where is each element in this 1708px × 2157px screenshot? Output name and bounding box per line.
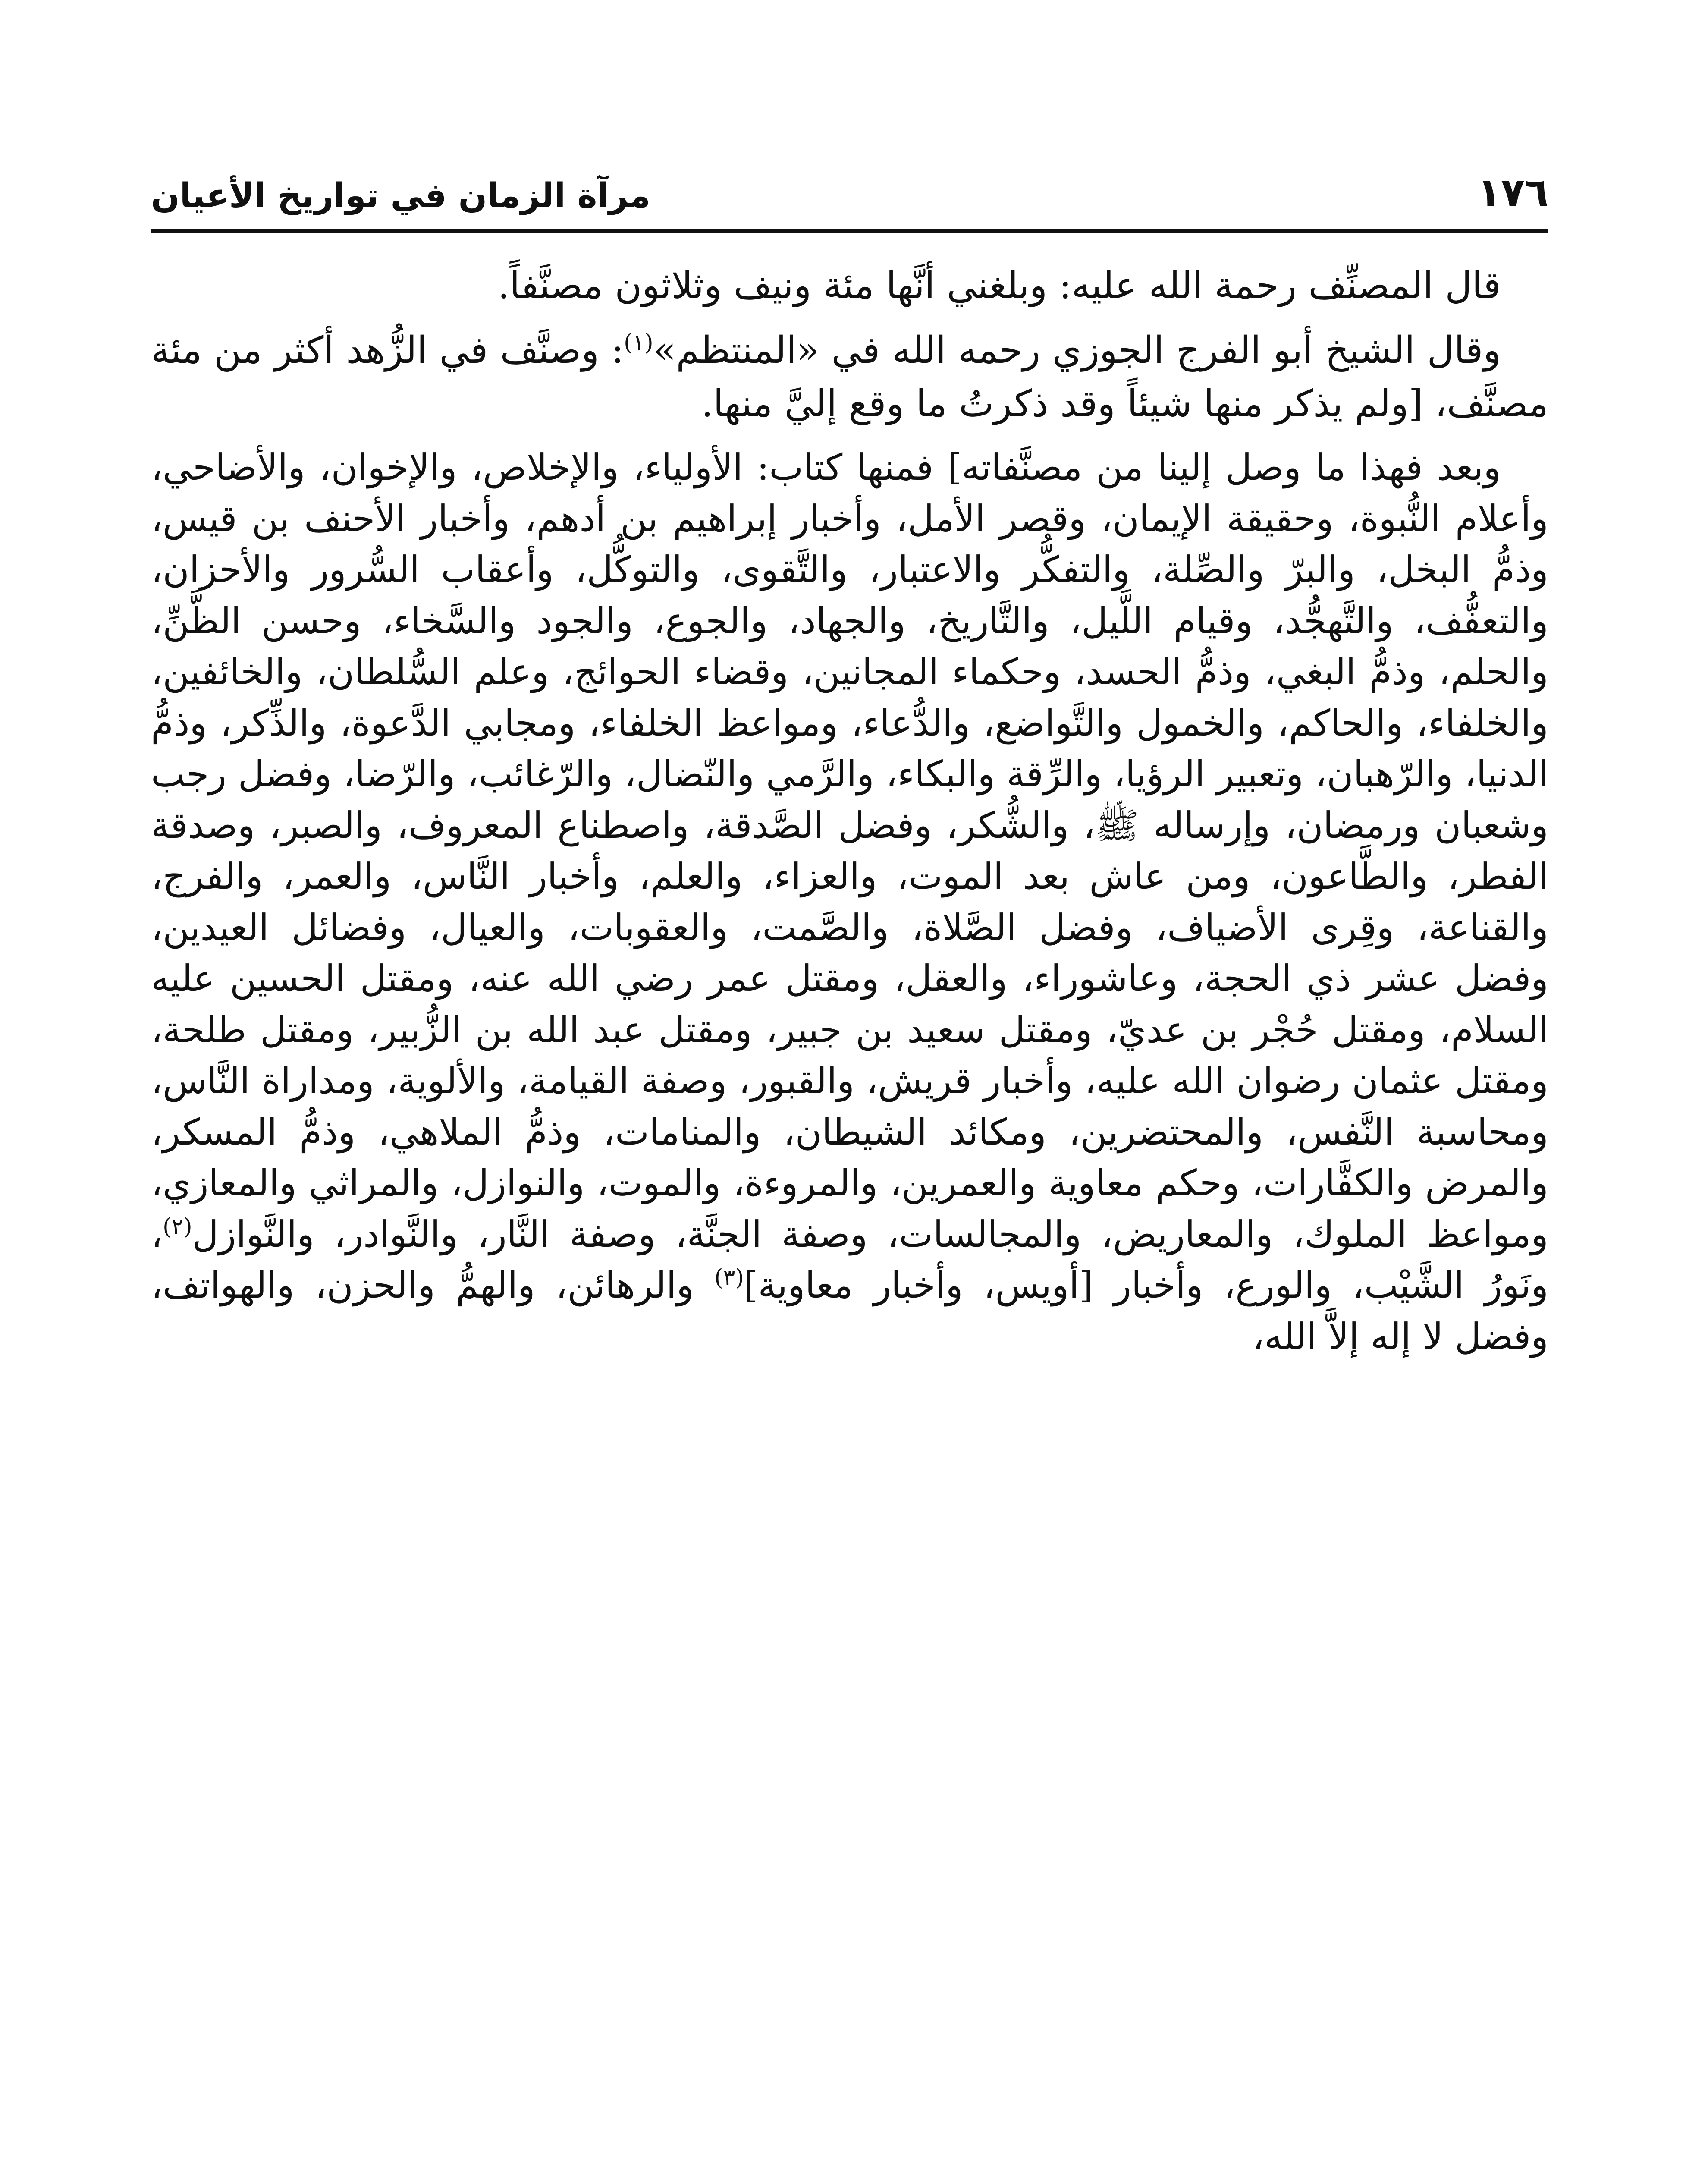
book-page [151, 129, 1548, 2157]
paragraph-2-text-after-note: : وصنَّف في الزُّهد أكثر من مئة مصنَّف، [ولم يذكر منها شيئاً وقد ذكرتُ ما وقع إليَّ منها. [151, 329, 1548, 425]
main-text [151, 259, 1548, 1373]
running-head-title: مرآة الزمان في تواريخ الأعيان [151, 176, 651, 215]
footnote-ref-3[interactable]: (٣) [714, 1265, 744, 1291]
paragraph-3 [151, 442, 1548, 1362]
footnote-ref-2[interactable]: (٢) [163, 1214, 192, 1240]
footnote-ref-1[interactable]: (١) [624, 330, 653, 356]
paragraph-2 [151, 324, 1548, 431]
page-number: ١٧٦ [1477, 170, 1548, 215]
paragraph-1-text: قال المصنِّف رحمة الله عليه: وبلغني أنَّها مئة ونيف وثلاثون مصنَّفاً. [498, 264, 1501, 307]
paragraph-3-text-part-3: والرهائن، والهمُّ والحزن، والهواتف، وفضل لا إله إلاَّ الله، [151, 1264, 1548, 1358]
paragraph-2-text-before-note: وقال الشيخ أبو الفرج الجوزي رحمه الله في «المنتظم» [653, 329, 1501, 372]
paragraph-3-text-part-2: ، ونَورُ الشَّيْب، والورع، وأخبار [أويس، وأخبار معاوية] [151, 1213, 1549, 1306]
paragraph-1 [151, 259, 1548, 312]
paragraph-3-text-part-1: وبعد فهذا ما وصل إلينا من مصنَّفاته] فمنها كتاب: الأولياء، والإخلاص، والإخوان، والأضاحي، وأعلام النُّبوة، وحقيقة الإيمان، وقصر الأمل، وأخبار إبراهيم بن أدهم، وأخبار الأحنف بن قيس، وذمُّ البخل، والبرّ والصِّلة، والتفكُّر والاعتبار، والتَّقوى، والتوكُّل، وأعقاب السُّرور والأحزان، والتعفُّف، والتَّهجُّد، وقيام اللَّيل، والتَّاريخ، والجهاد، والجوع، والجود والسَّخاء، وحسن الظَّنِّ، والحلم، وذمُّ البغي، وذمُّ الحسد، وحكماء المجانين، وقضاء الحوائج، وعلم السُّلطان، والخائفين، والخلفاء، والحاكم، والخمول والتَّواضع، والدُّعاء، ومواعظ الخلفاء، ومجابي الدَّعوة، والذِّكر، وذمُّ الدنيا، والرّهبان، وتعبير الرؤيا، والرِّقة والبكاء، والرَّمي والنّضال، والرّغائب، والرّضا، وفضل رجب وشعبان ورمضان، وإرساله ﷺ، والشُّكر، وفضل الصَّدقة، واصطناع المعروف، والصبر، وصدقة الفطر، والطَّاعون، ومن عاش بعد الموت، والعزاء، والعلم، وأخبار النَّاس، والعمر، والفرج، والقناعة، وقِرى الأضياف، وفضل الصَّلاة، والصَّمت، والعقوبات، والعيال، وفضائل العيدين، وفضل عشر ذي الحجة، وعاشوراء، والعقل، ومقتل عمر رضي الله عنه، ومقتل الحسين عليه السلام، ومقتل حُجْر بن عديّ، ومقتل سعيد بن جبير، ومقتل عبد الله بن الزُّبير، ومقتل طلحة، ومقتل عثمان رضوان الله عليه، وأخبار قريش، والقبور، وصفة القيامة، والألوية، ومداراة النَّاس، ومحاسبة النَّفس، والمحتضرين، ومكائد الشيطان، والمنامات، وذمُّ الملاهي، وذمُّ المسكر، والمرض والكفَّارات، وحكم معاوية والعمرين، والمروءة، والموت، والنوازل، والمراثي والمعازي، ومواعظ الملوك، والمعاريض، والمجالسات، وصفة الجنَّة، وصفة النَّار، والنَّوادر، والنَّوازل [151, 446, 1549, 1255]
page-header [151, 129, 1548, 233]
